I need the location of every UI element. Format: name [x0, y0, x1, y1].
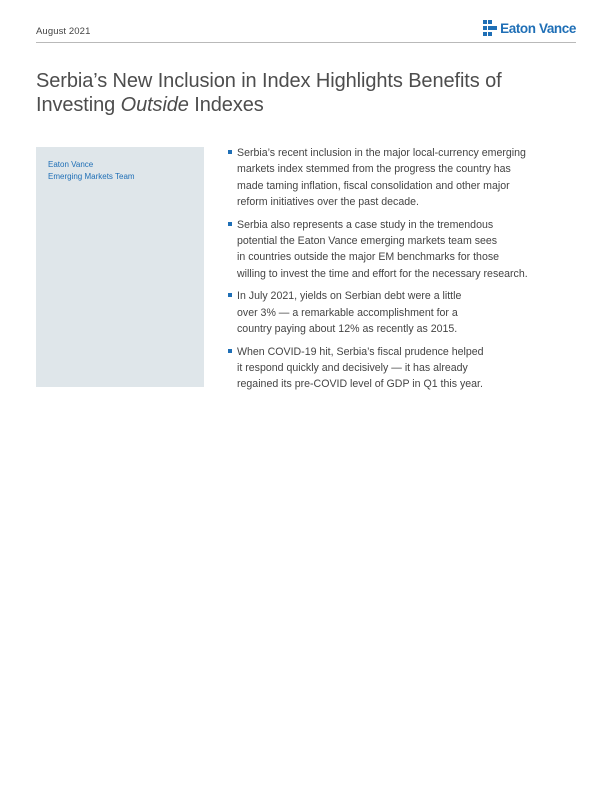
key-points-list: [228, 145, 582, 399]
key-point: [228, 288, 582, 337]
key-point-line: willing to invest the time and effort for the necessary research.: [237, 267, 528, 280]
key-point-line: over 3% — a remarkable accomplishment for a: [237, 306, 458, 319]
title-emphasis: Outside: [120, 94, 189, 116]
logo-text: Eaton Vance: [500, 20, 576, 36]
key-point-line: markets index stemmed from the progress the country has: [237, 163, 511, 176]
key-point-line: reform initiatives over the past decade.: [237, 195, 419, 208]
author-sidebar: [36, 147, 204, 387]
key-point-line: in countries outside the major EM benchmarks for those: [237, 251, 500, 264]
report-date: August 2021: [36, 26, 91, 37]
key-point: [228, 344, 582, 393]
page-title: [36, 69, 576, 117]
title-line-2-start: Investing: [36, 94, 121, 116]
key-point-line: Serbia also represents a case study in the tremendous: [237, 218, 494, 231]
team-line-1: Eaton Vance: [48, 160, 94, 169]
key-point-line: made taming inflation, fiscal consolidation and other major: [237, 179, 510, 192]
key-point-line: In July 2021, yields on Serbian debt were a little: [237, 290, 462, 303]
key-point-line: regained its pre-COVID level of GDP in Q1 this year.: [237, 378, 483, 391]
title-line-2-end: Indexes: [188, 94, 264, 116]
team-line-2: Emerging Markets Team: [48, 171, 135, 181]
key-point-line: country paying about 12% as recently as 2015.: [237, 322, 458, 335]
key-point-line: potential the Eaton Vance emerging markets team sees: [237, 234, 498, 247]
key-point: [228, 145, 582, 210]
logo-grid-icon: [483, 20, 497, 36]
page-header: [36, 0, 576, 43]
team-name: [48, 159, 135, 182]
key-point-line: When COVID-19 hit, Serbia’s fiscal prudence helped: [237, 345, 484, 358]
eaton-vance-logo: [483, 20, 576, 36]
title-line-1: Serbia’s New Inclusion in Index Highlights Benefits of: [36, 70, 502, 92]
key-point: [228, 217, 582, 282]
key-point-line: it respond quickly and decisively — it has already: [237, 362, 468, 375]
header-divider: [36, 42, 576, 43]
key-point-line: Serbia’s recent inclusion in the major local-currency emerging: [237, 147, 526, 159]
